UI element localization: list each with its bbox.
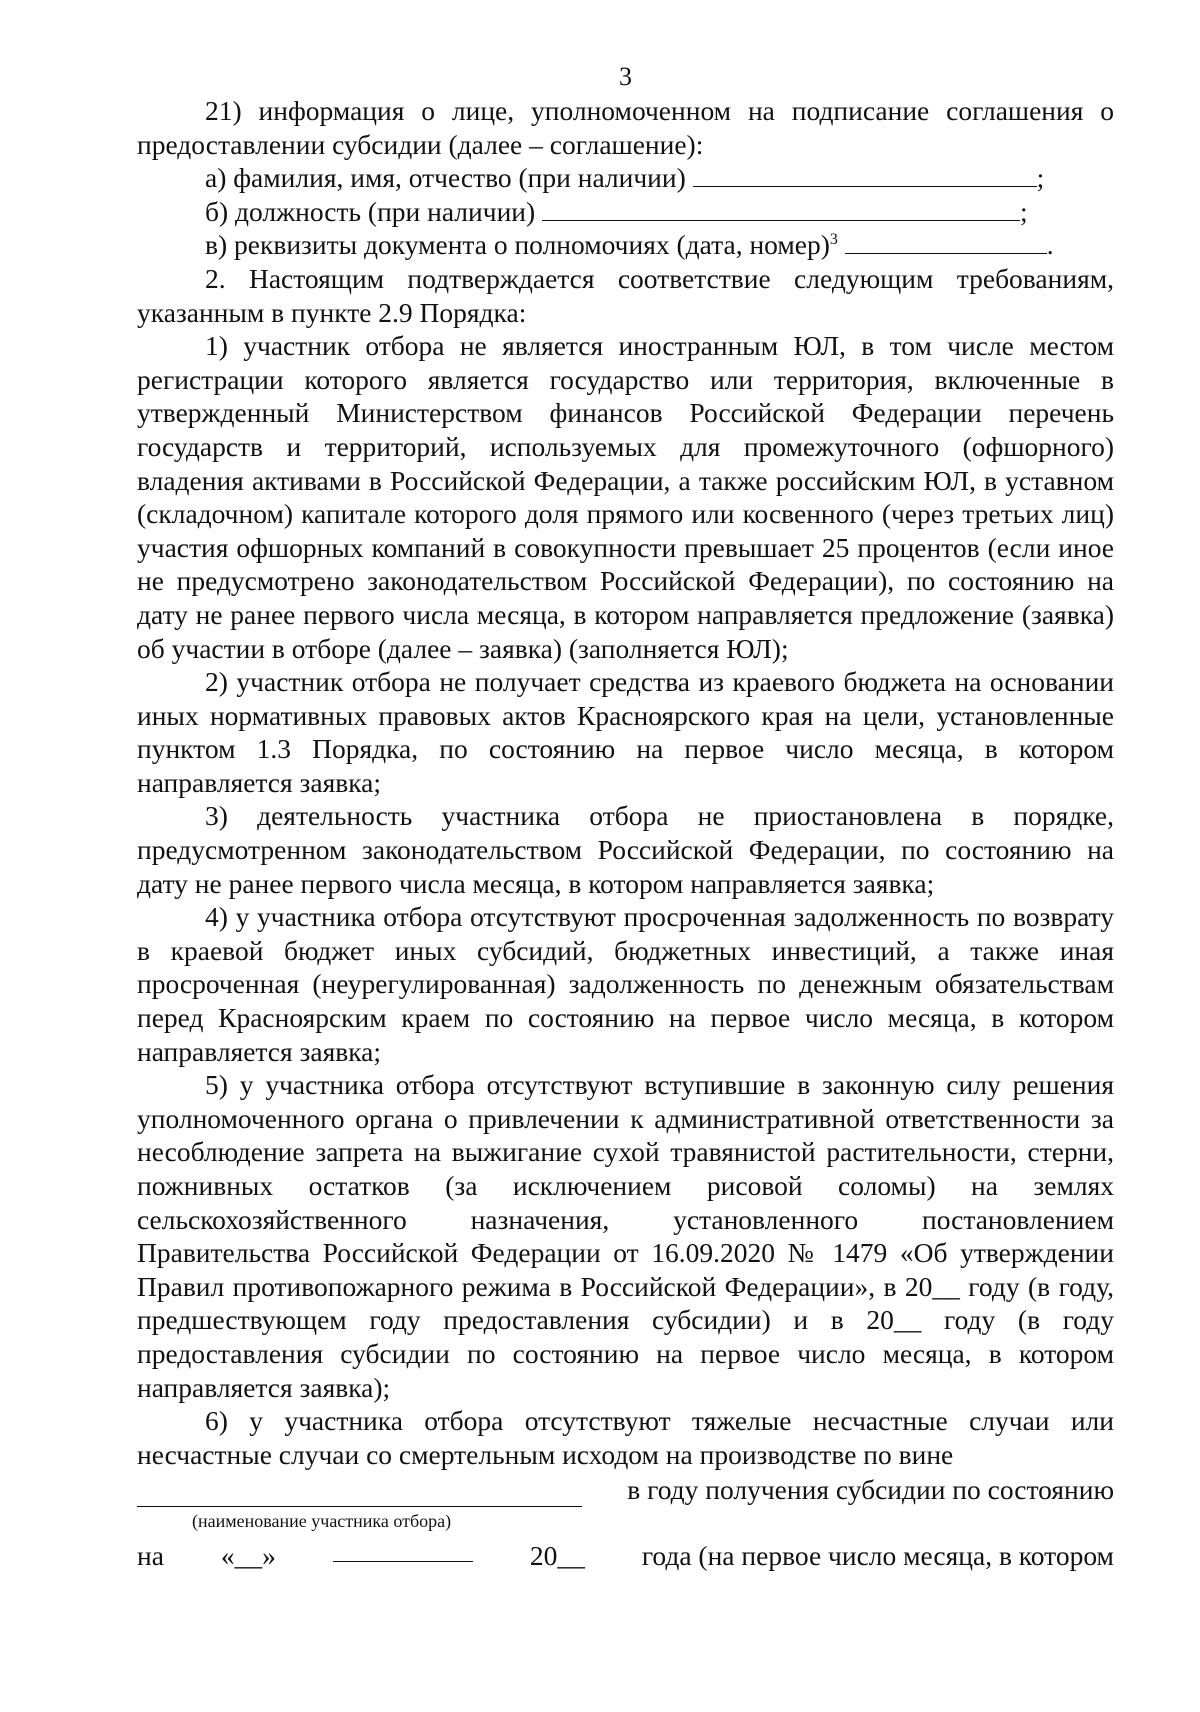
item-21-b [137,195,1114,229]
date-day: «__» [220,1539,276,1571]
requirement-6: 6) у участника отбора отсутствуют тяжелые несчастные случаи или несчастные случаи со смертельным исходом на производстве по вине [137,1405,1114,1470]
participant-row [137,1473,1114,1507]
item-21-c-label: в) реквизиты документа о полномочиях (дата, номер) [205,229,830,261]
requirement-6-continued: в году получения субсидии по состоянию [627,1474,1114,1506]
document-body [137,94,1114,1573]
date-row [137,1539,1114,1573]
date-month-fill-line [333,1539,473,1562]
item-21-b-label: б) должность (при наличии) [205,195,536,227]
participant-caption: (наименование участника отбора) [192,1510,452,1531]
date-rest: года (на первое число месяца, в котором [641,1539,1114,1571]
position-fill-line [542,198,1020,221]
participant-fill-line [137,1478,582,1507]
item-21-c [137,228,1114,262]
item-21-a-label: а) фамилия, имя, отчество (при наличии) [205,162,686,194]
item-21-c-end: . [1046,229,1054,261]
item-21: 21) информация о лице, уполномоченном на подписание соглашения о предоставлении субсидии (далее – соглашение): [137,95,1114,160]
date-year: 20__ [529,1539,585,1571]
page-number: 3 [619,62,632,91]
requirement-1: 1) участник отбора не является иностранным ЮЛ, в том числе местом регистрации которого является государство или территория, включенные в утвержденный Министерством финансов Российской Федерации перечень государств и территорий, используемых для промежуточного (офшорного) владения активами в Российской Федерации, а также российским ЮЛ, в уставном (складочном) капитале которого доля прямого или косвенного (через третьих лиц) участия офшорных компаний в совокупности превышает 25 процентов (если иное не предусмотрено законодательством Российской Федерации), по состоянию на дату не ранее первого числа месяца, в котором направляется предложение (заявка) об участии в отборе (далее – заявка) (заполняется ЮЛ); [137,330,1114,664]
requirement-3: 3) деятельность участника отбора не приостановлена в порядке, предусмотренном законодательством Российской Федерации, по состоянию на дату не ранее первого числа месяца, в котором направляется заявка; [137,800,1114,899]
date-prefix: на [137,1539,164,1571]
item-21-b-end: ; [1020,195,1028,227]
authority-doc-fill-line [845,231,1047,254]
name-fill-line [693,164,1037,187]
section-2: 2. Настоящим подтверждается соответствие следующим требованиям, указанным в пункте 2.9 Порядка: [137,262,1114,328]
requirement-4: 4) у участника отбора отсутствуют просроченная задолженность по возврату в краевой бюджет иных субсидий, бюджетных инвестиций, а также иная просроченная (неурегулированная) задолженность по денежным обязательствам перед Красноярским краем по состоянию на первое число месяца, в котором направляется заявка; [137,901,1114,1067]
item-21-a-end: ; [1036,162,1045,194]
requirement-5: 5) у участника отбора отсутствуют вступившие в законную силу решения уполномоченного органа о привлечении к административной ответственности за несоблюдение запрета на выжигание сухой травянистой растительности, стерни, пожнивных остатков (за исключением рисовой соломы) на землях сельскохозяйственного назначения, установленного постановлением Правительства Российской Федерации от 16.09.2020 № 1479 «Об утверждении Правил противопожарного режима в Российской Федерации», в 20__ году (в году, предшествующем году предоставления субсидии) и в 20__ году (в году предоставления субсидии по состоянию на первое число месяца, в котором направляется заявка); [137,1069,1114,1403]
footnote-mark: 3 [829,231,838,249]
requirement-2: 2) участник отбора не получает средства из краевого бюджета на основании иных нормативных правовых актов Красноярского края на цели, установленные пунктом 1.3 Порядка, по состоянию на первое число месяца, в котором направляется заявка; [137,666,1114,798]
item-21-a [137,161,1114,195]
